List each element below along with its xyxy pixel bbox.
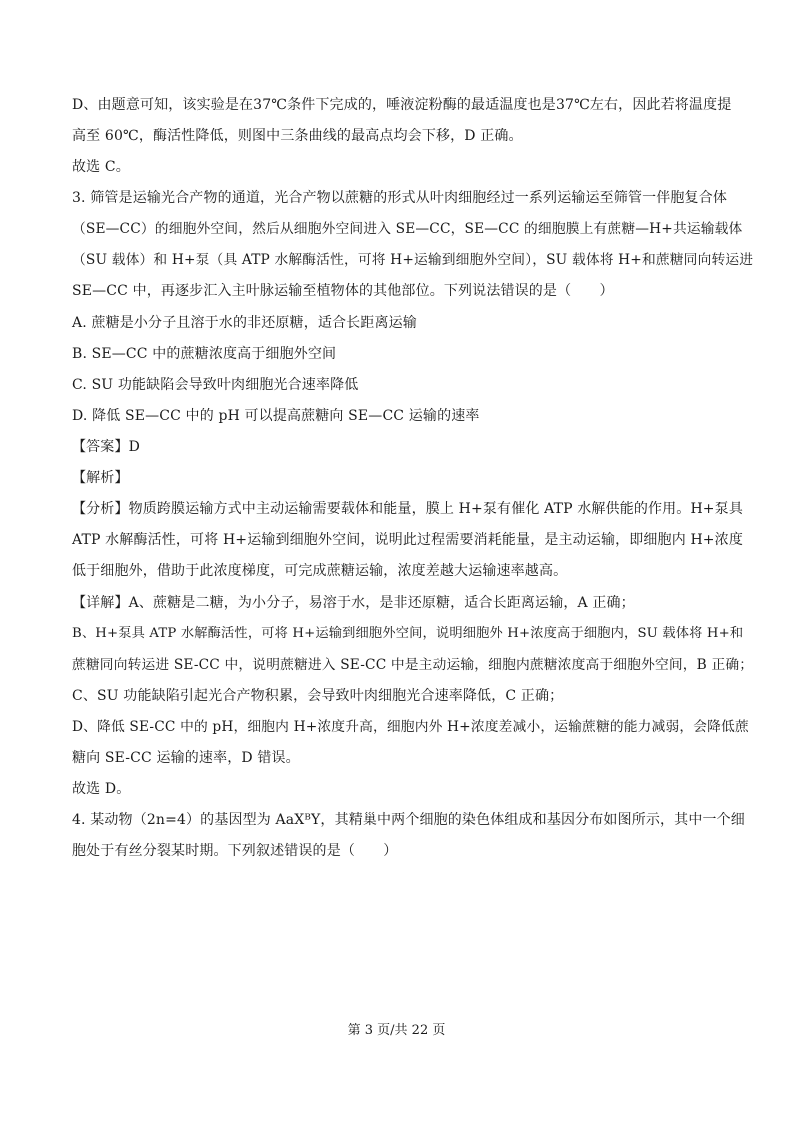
text-line: （SU 载体）和 H+泵（具 ATP 水解酶活性，可将 H+运输到细胞外空间），SU 载体将 H+和蔗糖同向转运进 [72, 252, 754, 268]
text-line: 故选 D。 [72, 781, 131, 797]
option-c: C. SU 功能缺陷会导致叶肉细胞光合速率降低 [72, 377, 359, 393]
analysis-text: ATP 水解酶活性，可将 H+运输到细胞外空间，说明此过程需要消耗能量，是主动运输，即细胞内 H+浓度 [72, 532, 743, 548]
text-line: D、由题意可知，该实验是在37℃条件下完成的，唾液淀粉酶的最适温度也是37℃左右，因此若将温度提 [72, 97, 732, 113]
question-4-stem: 4. 某动物（2n=4）的基因型为 AaXᴮY，其精巢中两个细胞的染色体组成和基因分布如图所示，其中一个细 [72, 812, 745, 828]
question-3-stem: 3. 筛管是运输光合产物的通道，光合产物以蔗糖的形式从叶肉细胞经过一系列运输运至筛管一伴胞复合体 [72, 190, 728, 206]
answer-label: 【答案】D [72, 439, 140, 455]
analysis-heading: 【解析】 [72, 470, 129, 486]
option-d: D. 降低 SE—CC 中的 pH 可以提高蔗糖向 SE—CC 运输的速率 [72, 408, 480, 424]
option-a: A. 蔗糖是小分子且溶于水的非还原糖，适合长距离运输 [72, 315, 417, 331]
text-line: （SE—CC）的细胞外空间，然后从细胞外空间进入 SE—CC，SE—CC 的细胞膜上有蔗糖—H+共运输载体 [72, 221, 743, 237]
analysis-text: 【分析】物质跨膜运输方式中主动运输需要载体和能量，膜上 H+泵有催化 ATP 水解供能的作用。H+泵具 [72, 501, 743, 517]
detail-b: B、H+泵具 ATP 水解酶活性，可将 H+运输到细胞外空间，说明细胞外 H+浓度高于细胞内，SU 载体将 H+和 [72, 626, 744, 641]
text-line: SE—CC 中，再逐步汇入主叶脉运输至植物体的其他部位。下列说法错误的是（ ） [72, 283, 614, 299]
text-line: 胞处于有丝分裂某时期。下列叙述错误的是（ ） [72, 843, 398, 859]
analysis-text: 低于细胞外，借助于此浓度梯度，可完成蔗糖运输，浓度差越大运输速率越高。 [72, 563, 568, 579]
detail-a: 【详解】A、蔗糖是二糖，为小分子，易溶于水，是非还原糖，适合长距离运输，A 正确； [72, 595, 635, 611]
detail-c: C、SU 功能缺陷引起光合产物积累，会导致叶肉细胞光合速率降低，C 正确； [72, 688, 564, 704]
text-line: 故选 C。 [72, 159, 130, 175]
detail-d-cont: 糖向 SE-CC 运输的速率，D 错误。 [72, 750, 300, 766]
text-line: 高至 60℃，酶活性降低，则图中三条曲线的最高点均会下移，D 正确。 [72, 128, 523, 144]
detail-d: D、降低 SE-CC 中的 pH，细胞内 H+浓度升高，细胞内外 H+浓度差减小，运输蔗糖的能力减弱，会降低蔗 [72, 719, 749, 735]
page-number: 第 3 页/共 22 页 [347, 1023, 446, 1038]
option-b: B. SE—CC 中的蔗糖浓度高于细胞外空间 [72, 346, 337, 362]
detail-b-cont: 蔗糖同向转运进 SE-CC 中，说明蔗糖进入 SE-CC 中是主动运输，细胞内蔗糖浓度高于细胞外空间，B 正确； [72, 657, 754, 673]
